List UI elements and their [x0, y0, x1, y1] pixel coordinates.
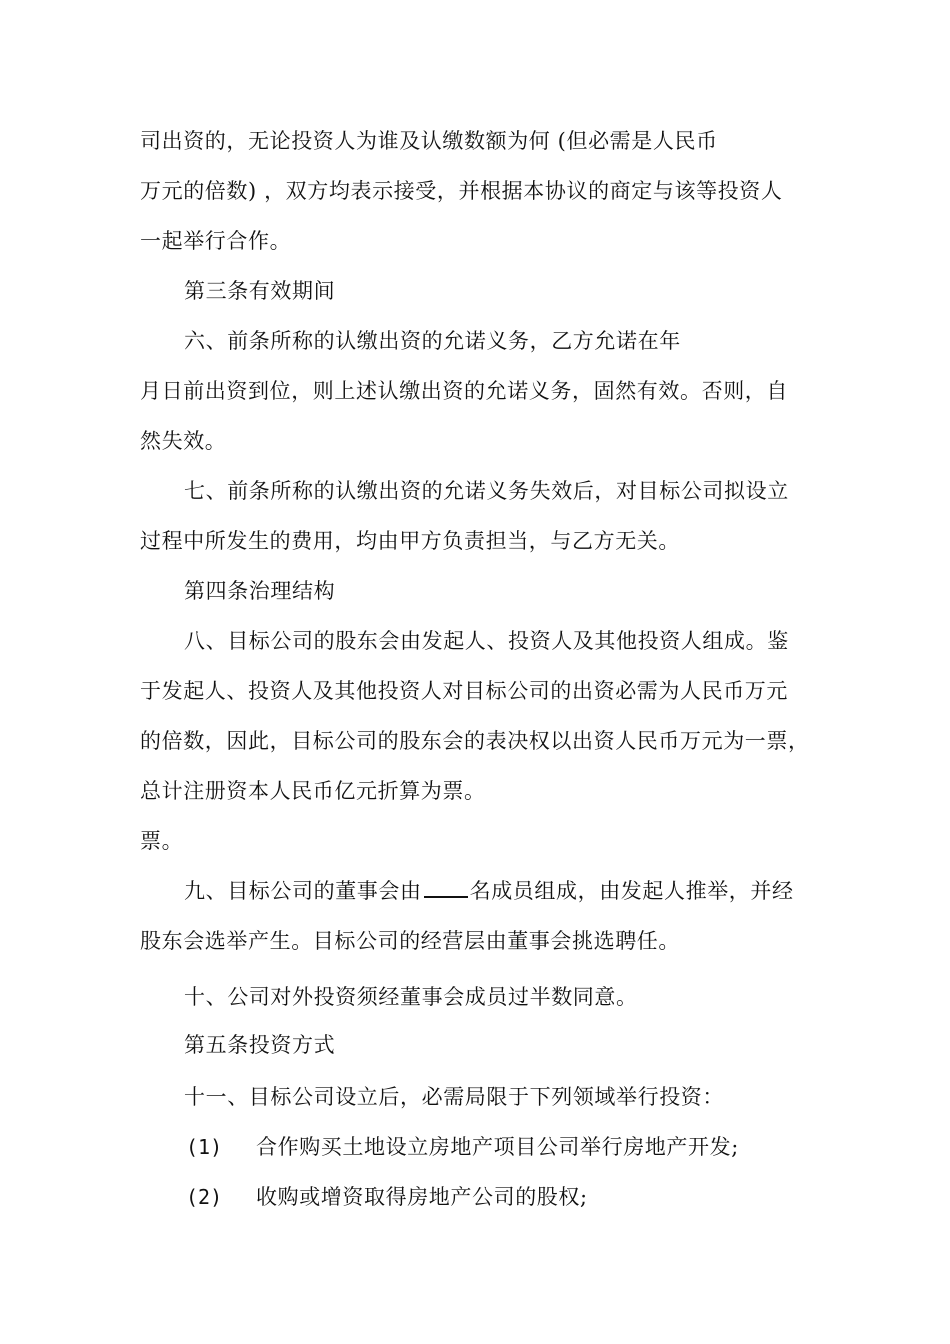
clause-seven: 七、前条所称的认缴出资的允诺义务失效后，对目标公司拟设立	[184, 479, 789, 503]
text-line: 一起举行合作。	[140, 229, 292, 253]
clause-eight: 八、目标公司的股东会由发起人、投资人及其他投资人组成。鉴	[184, 629, 789, 653]
section-heading: 第三条有效期间	[184, 279, 336, 303]
section-heading: 第五条投资方式	[184, 1033, 336, 1057]
clause-nine	[184, 876, 794, 906]
clause-ten: 十、公司对外投资须经董事会成员过半数同意。	[184, 985, 638, 1009]
text-line: 票。	[140, 829, 184, 853]
text-line: 过程中所发生的费用，均由甲方负责担当，与乙方无关。	[140, 529, 680, 553]
text-line: 月日前出资到位，则上述认缴出资的允诺义务，固然有效。否则，自	[140, 379, 788, 403]
clause-six: 六、前条所称的认缴出资的允诺义务，乙方允诺在年	[184, 329, 681, 353]
text-line: 总计注册资本人民币亿元折算为票。	[140, 779, 486, 803]
text-line: 司出资的，无论投资人为谁及认缴数额为何 (但必需是人民币	[140, 129, 718, 153]
clause-eleven: 十一、目标公司设立后，必需局限于下列领域举行投资：	[184, 1085, 724, 1109]
list-item: 合作购买土地设立房地产项目公司举行房地产开发;	[256, 1135, 739, 1159]
fill-in-blank	[424, 878, 468, 898]
text-line: 于发起人、投资人及其他投资人对目标公司的出资必需为人民币万元	[140, 679, 788, 703]
text-line: 万元的倍数) ，双方均表示接受，并根据本协议的商定与该等投资人	[140, 179, 783, 203]
list-number: (2)	[186, 1185, 223, 1209]
clause-nine-part1: 九、目标公司的董事会由	[184, 879, 422, 903]
list-number: (1)	[186, 1135, 223, 1159]
text-line: 股东会选举产生。目标公司的经营层由董事会挑选聘任。	[140, 929, 680, 953]
section-heading: 第四条治理结构	[184, 579, 336, 603]
clause-nine-part2: 名成员组成，由发起人推举，并经	[469, 879, 794, 903]
text-line: 的倍数，因此，目标公司的股东会的表决权以出资人民币万元为一票，	[140, 729, 810, 753]
list-item: 收购或增资取得房地产公司的股权;	[256, 1185, 588, 1209]
text-line: 然失效。	[140, 429, 227, 453]
